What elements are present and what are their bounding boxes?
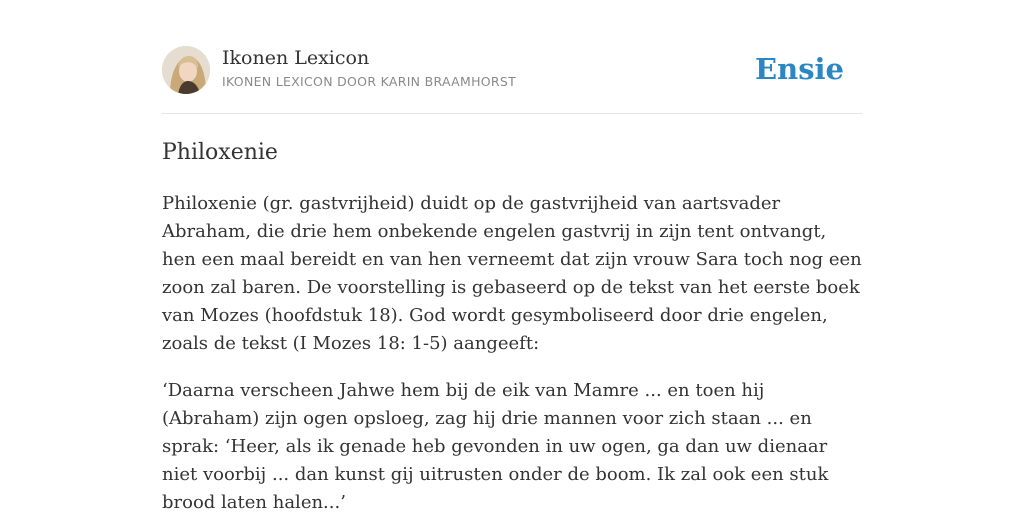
paragraph: Philoxenie (gr. gastvrijheid) duidt op de gastvrijheid van aartsvader Abraham, die drie hem onbekende engelen gastvrij in zijn tent ontvangt, hen een maal bereidt en van hen verneemt dat zijn vrouw Sara toch nog een zoon zal baren. De voorstelling is gebaseerd op de tekst van het eerste boek van Mozes (hoofdstuk 18). God wordt gesymboliseerd door drie engelen, zoals de tekst (I Mozes 18: 1-5) aangeeft:: [162, 193, 862, 354]
divider: [162, 113, 862, 114]
page-title: Philoxenie: [162, 140, 278, 165]
author-name[interactable]: Ikonen Lexicon: [222, 47, 370, 69]
header: [162, 46, 862, 96]
paragraph: ‘Daarna verscheen Jahwe hem bij de eik van Mamre ... en toen hij (Abraham) zijn ogen opsloeg, zag hij drie mannen voor zich staan ... en sprak: ‘Heer, als ik genade heb gevonden in uw ogen, ga dan uw dienaar niet voorbij ... dan kunst gij uitrusten onder de boom. Ik zal ook een stuk brood laten halen...’: [162, 380, 829, 512]
author-subtitle[interactable]: IKONEN LEXICON DOOR KARIN BRAAMHORST: [222, 74, 517, 89]
article-body: [162, 190, 864, 512]
avatar-portrait-icon: [162, 46, 210, 94]
brand-logo[interactable]: Ensie: [755, 52, 844, 86]
avatar[interactable]: [162, 46, 210, 94]
